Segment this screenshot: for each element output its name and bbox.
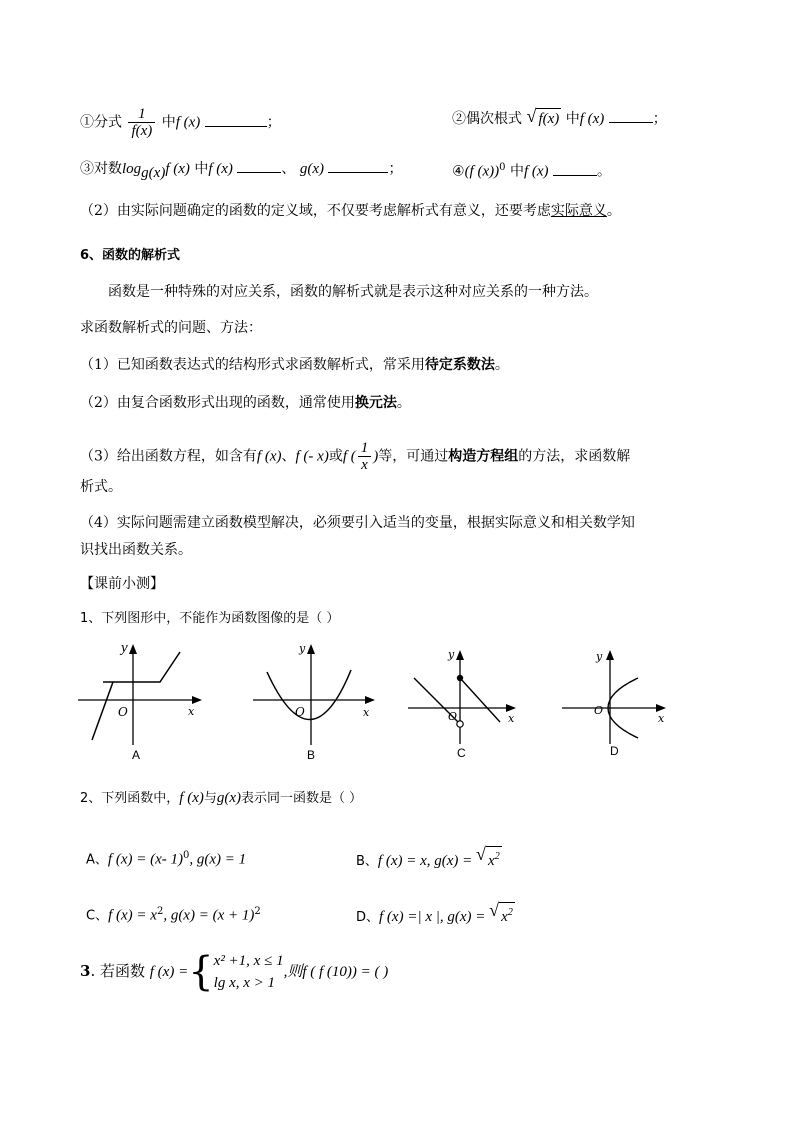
fx-term: f (x) [175, 114, 201, 131]
method-4-line2: 识找出函数关系。 [80, 542, 192, 558]
origin-label: O [295, 705, 305, 719]
domain-rule-radical [452, 108, 667, 129]
option-f: f (x) = x, g(x) = [377, 853, 477, 869]
option-f: f (x) = (x- 1) [107, 851, 183, 868]
f-recip-close: ) [373, 448, 379, 465]
q3-tail: ,则f ( f (10)) = ( ) [283, 964, 389, 980]
method-end: 。 [494, 357, 509, 373]
graph-d-label: D [610, 744, 619, 758]
answer-blank[interactable] [609, 108, 653, 123]
rule-mid: 中 [509, 163, 524, 180]
f-recip-open: f ( [342, 448, 356, 465]
method-4-line1: （4）实际问题需建立函数模型解决，必须要引入适当的变量，根据实际意义和相关数学知 [80, 515, 635, 531]
option-label: B、 [356, 854, 378, 869]
option-label: D、 [356, 910, 380, 925]
answer-blank[interactable] [205, 112, 267, 127]
option-c[interactable] [86, 902, 261, 926]
rule-prefix: ④ [452, 163, 465, 180]
method-3-cont: 析式。 [80, 479, 122, 495]
method-name: 构造方程组 [448, 448, 519, 465]
option-exp: 0 [183, 850, 190, 861]
f-neg-x: f (- x) [295, 448, 329, 465]
q2-text-b: 表示同一函数是（ ） [241, 791, 363, 806]
graph-a-label: A [132, 748, 141, 762]
option-g-exp: 2 [254, 906, 261, 917]
rule-prefix: ③对数 [80, 161, 122, 177]
graph-c [408, 648, 528, 748]
x-axis-label: x [188, 705, 195, 718]
fraction [358, 440, 372, 473]
case-1: x² +1, x ≤ 1 [213, 953, 284, 969]
x-axis-label: x [363, 706, 370, 719]
graph-d [562, 648, 682, 748]
rule-end: ； [266, 114, 281, 131]
method-1 [80, 355, 509, 375]
option-a[interactable] [86, 846, 246, 870]
option-d[interactable] [356, 902, 515, 928]
option-g: , g(x) = (x + 1) [163, 907, 255, 924]
domain-rule-fraction [80, 106, 281, 139]
question-1: 1、下列图形中，不能作为函数图像的是（ ） [80, 611, 340, 626]
log-term: log [122, 161, 142, 177]
fx-term: f (x) [208, 161, 233, 177]
method-3 [80, 440, 630, 473]
origin-label: O [118, 705, 128, 719]
radicand: f(x) [536, 108, 561, 129]
numerator: 1 [358, 440, 372, 457]
radical: √ $x^2$ [476, 844, 500, 869]
numerator: 1 [128, 106, 155, 123]
log-arg: f (x) [165, 161, 190, 177]
closed-point [457, 675, 463, 681]
q3-text: . 若函数 [90, 962, 145, 980]
method-text: （1）已知函数表达式的结构形式求函数解析式，常采用 [80, 357, 425, 373]
denominator: f(x) [131, 123, 153, 139]
radical: √ f(x) [526, 106, 560, 127]
fx-term: f (x) [579, 111, 605, 127]
open-point [457, 721, 463, 727]
origin-label: O [448, 710, 458, 723]
option-f: f (x) = x [108, 907, 157, 924]
rule-prefix: ①分式 [80, 114, 122, 131]
fx-term: f (x) [523, 163, 549, 180]
domain-rule-log [80, 158, 402, 183]
rule-mid: 中 [565, 111, 580, 127]
rule-end: ； [652, 111, 667, 127]
y-axis-label: y [596, 650, 603, 663]
domain-rule-power-zero [452, 158, 611, 182]
question-3 [80, 948, 388, 995]
method-name: 换元法 [354, 395, 397, 411]
f-x: f (x) [256, 448, 282, 465]
method-2 [80, 393, 411, 413]
q3-number: 3 [80, 962, 91, 980]
answer-blank[interactable] [553, 161, 597, 176]
radicand: x [488, 853, 495, 869]
graph-a [78, 640, 208, 750]
origin-label: O [594, 704, 604, 717]
methods-title: 求函数解析式的问题、方法： [80, 320, 262, 336]
section-heading-6: 6、函数的解析式 [80, 248, 181, 263]
y-axis-label: y [448, 648, 455, 661]
graph-c-label: C [457, 746, 466, 760]
and-word: 与 [203, 791, 217, 806]
q2-text-a: 2、下列函数中， [80, 791, 180, 806]
method-text: （2）由复合函数形式出现的函数，通常使用 [80, 395, 355, 411]
separator: 、 [281, 448, 296, 465]
x-axis-label: x [658, 712, 665, 725]
y-axis-label: y [121, 640, 128, 656]
option-f: f (x) =| x |, g(x) = [379, 909, 490, 925]
fraction [128, 106, 155, 139]
rule-end: ； [388, 161, 403, 177]
power-exp: 0 [499, 162, 506, 173]
radical: √ $x^2$ [489, 900, 513, 925]
method-text-3: 的方法，求函数解 [518, 448, 631, 465]
section-pretest: 【课前小测】 [80, 576, 164, 592]
graph-b [253, 640, 383, 750]
answer-blank-g[interactable] [328, 158, 388, 173]
underlined-term: 实际意义 [550, 203, 607, 219]
intro-paragraph: 函数是一种特殊的对应关系，函数的解析式就是表示这种对应关系的一种方法。 [108, 284, 598, 300]
y-axis-label: y [299, 642, 306, 655]
q3-f: f (x) = [149, 964, 189, 980]
rule-prefix: ②偶次根式 [452, 111, 522, 127]
para-text: （2）由实际问题确定的函数的定义域，不仅要考虑解析式有意义，还要考虑 [80, 203, 551, 219]
gx-term: g(x) [299, 161, 324, 177]
denominator: x [361, 457, 368, 473]
power-base: (f (x)) [464, 163, 500, 180]
or-word: 或 [328, 448, 343, 465]
left-brace: { [188, 949, 214, 995]
method-text: （3）给出函数方程，如含有 [80, 448, 257, 465]
gx-term: g(x) [216, 790, 242, 806]
option-g: , g(x) = 1 [189, 851, 247, 868]
radicand-exp: 2 [494, 851, 500, 862]
log-base: g(x) [141, 164, 166, 181]
para-end: 。 [606, 203, 621, 219]
paragraph-practical-domain [80, 201, 621, 221]
method-end: 。 [396, 395, 411, 411]
method-text-2: 等，可通过 [378, 448, 449, 465]
piecewise-cases [214, 950, 284, 994]
option-label: A、 [86, 852, 108, 868]
x-axis-label: x [508, 712, 515, 725]
option-label: C、 [86, 908, 109, 924]
answer-blank-f[interactable] [237, 158, 281, 173]
question-2 [80, 788, 362, 809]
radicand-exp: 2 [507, 907, 513, 918]
case-2: lg x, x > 1 [213, 975, 276, 991]
rule-mid: 中 [161, 114, 176, 131]
radicand: x [501, 909, 508, 925]
option-b[interactable] [356, 846, 502, 872]
fx-term: f (x) [179, 790, 204, 806]
graph-b-label: B [307, 748, 316, 762]
separator: 、 [281, 161, 296, 177]
option-f-exp: 2 [156, 906, 164, 917]
rule-end: 。 [596, 163, 611, 180]
rule-mid: 中 [194, 161, 209, 177]
method-name: 待定系数法 [424, 357, 495, 373]
